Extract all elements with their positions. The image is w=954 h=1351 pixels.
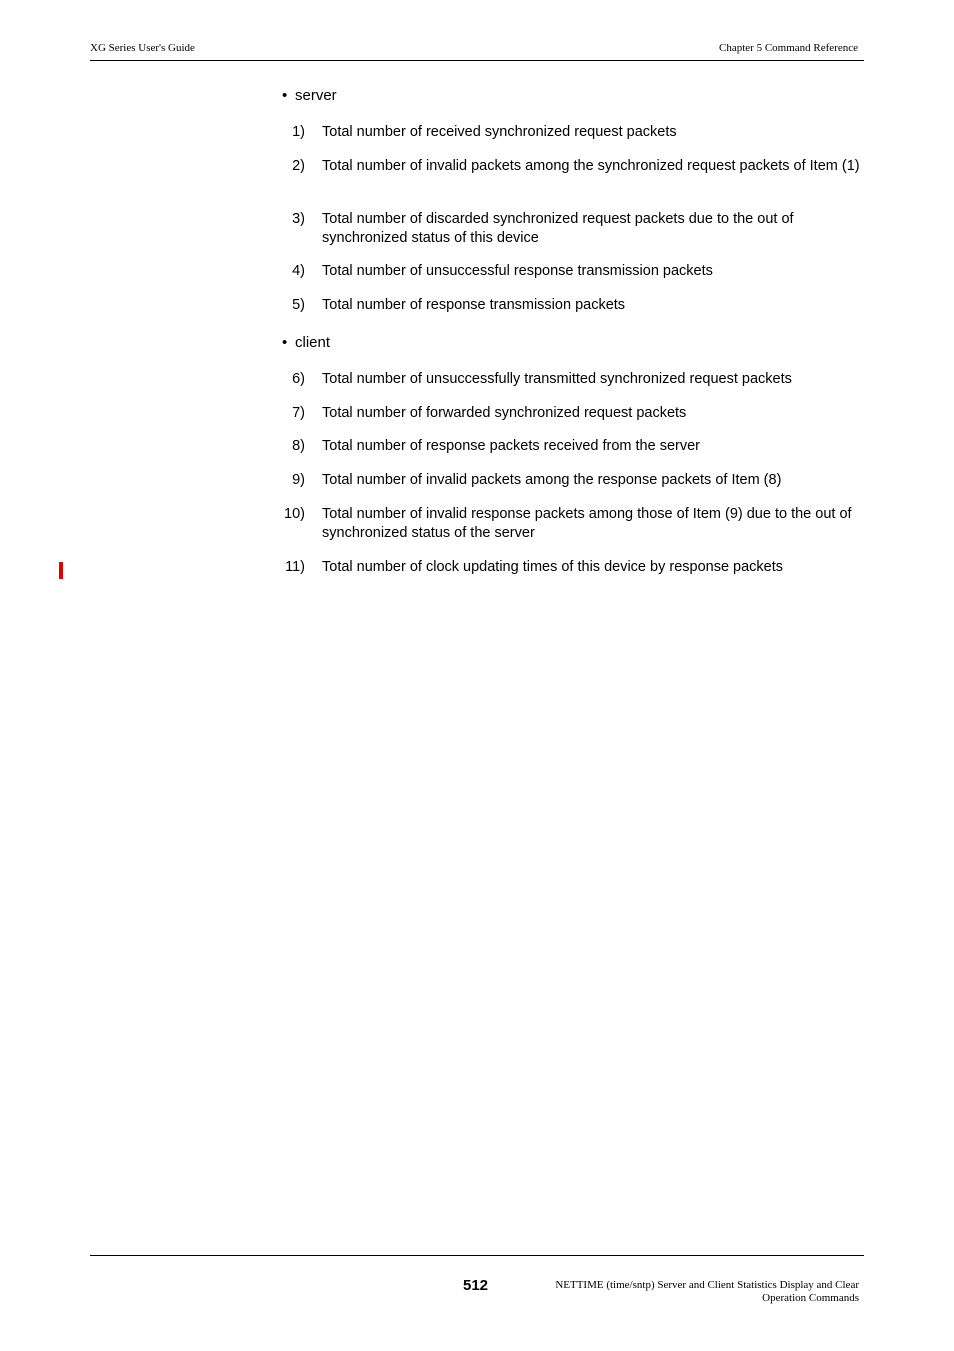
item-number: 3) [292, 211, 305, 227]
item-number: 5) [292, 297, 305, 313]
footer-section-title [499, 1279, 859, 1305]
client-heading [282, 334, 330, 352]
item-text: Total number of clock updating times of this device by response packets [322, 559, 784, 575]
bullet-icon: • [282, 334, 288, 351]
item-text: Total number of invalid packets among the response packets of Item (8) [322, 472, 782, 488]
item-text: Total number of invalid packets among the synchronized request packets of Item (1) [322, 158, 860, 174]
item-number: 11) [285, 559, 305, 575]
item-number: 6) [292, 371, 305, 387]
item-text: Total number of response transmission packets [322, 297, 626, 313]
item-number: 4) [292, 263, 305, 279]
footer-title-line-1: NETTIME (time/sntp) Server and Client Statistics Display and Clear [555, 1279, 859, 1291]
item-text: Total number of unsuccessful response transmission packets [322, 263, 713, 279]
footer-title-line-2: Operation Commands [762, 1292, 859, 1304]
server-heading-label: server [295, 87, 337, 104]
change-bar [59, 562, 63, 579]
page-number: 512 [463, 1277, 489, 1294]
item-number: 10) [284, 506, 305, 522]
item-number: 8) [292, 438, 305, 454]
item-text: Total number of invalid response packets among those of Item (9) due to the out of synchronized status of the server [322, 506, 852, 541]
header-divider [90, 60, 864, 61]
client-heading-label: client [295, 334, 331, 351]
header-chapter: Chapter 5 Command Reference [719, 42, 858, 54]
item-number: 7) [292, 405, 305, 421]
item-text: Total number of response packets received from the server [322, 438, 700, 454]
footer-divider [90, 1255, 864, 1256]
item-number: 1) [292, 124, 305, 140]
item-text: Total number of discarded synchronized request packets due to the out of synchronized status of this device [322, 211, 794, 246]
item-text: Total number of received synchronized request packets [322, 124, 677, 140]
bullet-icon: • [282, 87, 288, 104]
item-number: 9) [292, 472, 305, 488]
item-number: 2) [292, 158, 305, 174]
server-heading [282, 87, 337, 105]
header-doc-title: XG Series User's Guide [90, 42, 195, 54]
item-text: Total number of unsuccessfully transmitted synchronized request packets [322, 371, 792, 387]
item-text: Total number of forwarded synchronized request packets [322, 405, 687, 421]
